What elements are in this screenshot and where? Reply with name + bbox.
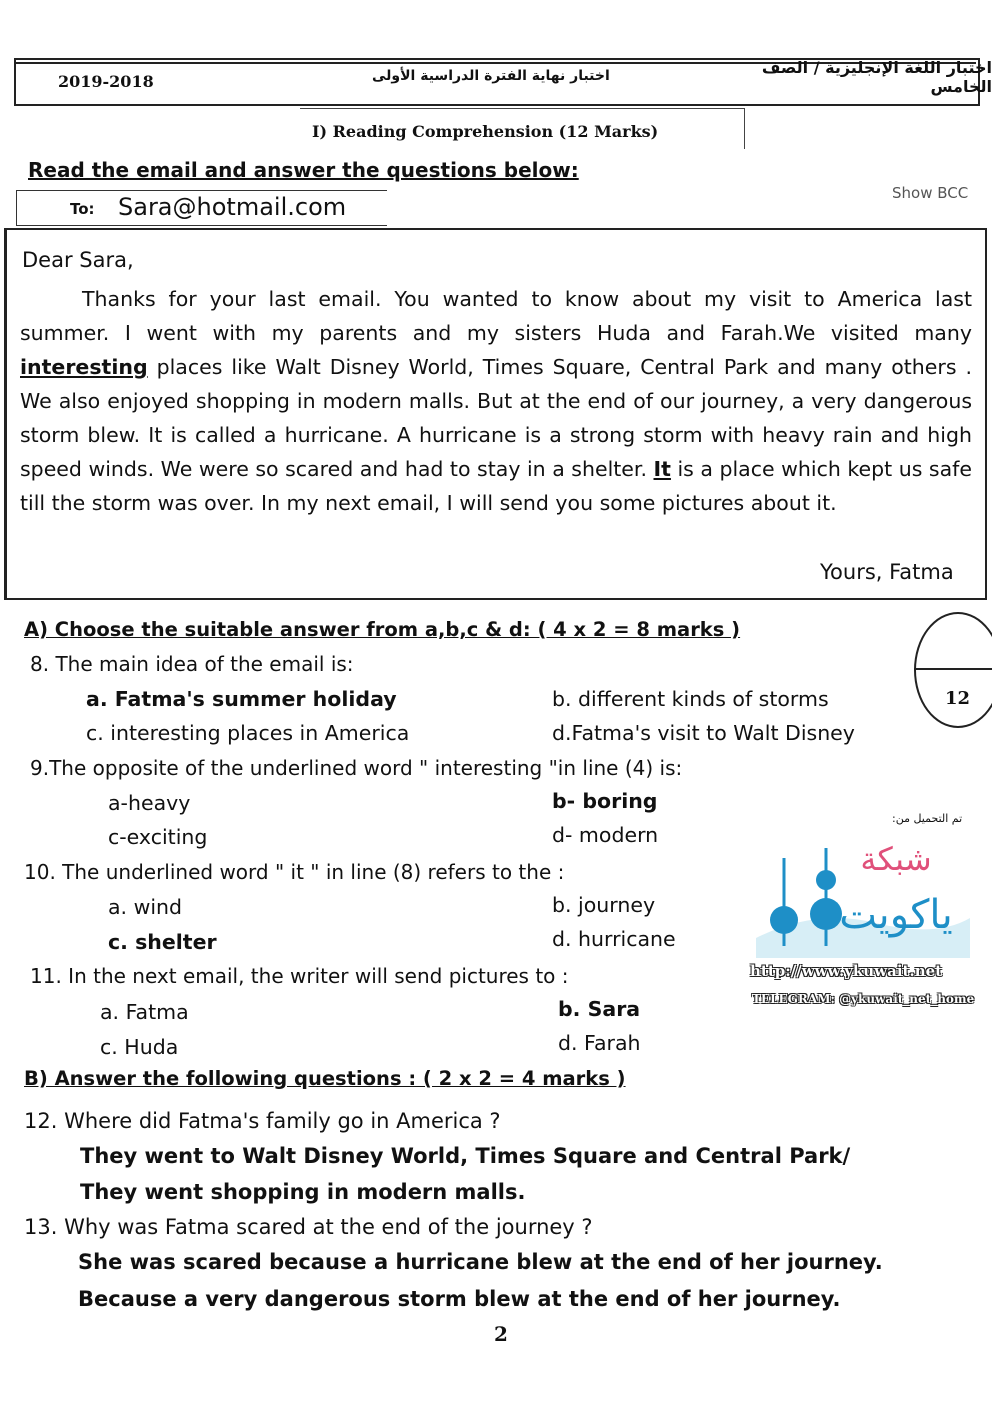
body-part-1: Thanks for your last email. You wanted to know about my visit to America last summer. I went with my parents and my sisters Huda and Farah.We visited many (20, 287, 972, 345)
q9-option-d: d- modern (552, 823, 659, 847)
q8-option-c: c. interesting places in America (86, 721, 410, 745)
q10-option-d: d. hurricane (552, 927, 676, 951)
section-title: I) Reading Comprehension (12 Marks) (312, 122, 659, 141)
section-a-title: A) Choose the suitable answer from a,b,c & d: ( 4 x 2 = 8 marks ) (24, 618, 741, 641)
question-10: 10. The underlined word " it " in line (8) refers to the : (24, 860, 565, 884)
watermark-brand-line-2: ياكويت (839, 892, 953, 938)
underlined-it: It (653, 457, 671, 481)
q9-option-b: b- boring (552, 789, 658, 813)
to-label: To: (70, 200, 95, 218)
q8-option-d: d.Fatma's visit to Walt Disney (552, 721, 855, 745)
watermark-telegram: TELEGRAM: @ykuwait_net_home (752, 992, 975, 1006)
q8-option-a: a. Fatma's summer holiday (86, 687, 397, 711)
page-number: 2 (494, 1322, 508, 1346)
q10-option-c: c. shelter (108, 930, 217, 954)
question-8: 8. The main idea of the email is: (30, 652, 354, 676)
score-divider (914, 668, 992, 670)
subject-title-arabic: اختبار اللغة الإنجليزية / الصف الخامس (761, 58, 992, 96)
q11-option-c: c. Huda (100, 1035, 179, 1059)
q11-option-a: a. Fatma (100, 1000, 189, 1024)
q8-option-b: b. different kinds of storms (552, 687, 829, 711)
section-b-title: B) Answer the following questions : ( 2 x 2 = 4 marks ) (24, 1067, 626, 1090)
school-year: 2019-2018 (58, 72, 154, 91)
q10-option-b: b. journey (552, 893, 656, 917)
question-9: 9.The opposite of the underlined word " interesting "in line (4) is: (30, 756, 683, 780)
question-12: 12. Where did Fatma's family go in America ? (24, 1109, 501, 1133)
email-signature: Yours, Fatma (820, 560, 954, 584)
answer-13-line-2: Because a very dangerous storm blew at the end of her journey. (78, 1287, 841, 1311)
q11-option-d: d. Farah (558, 1031, 641, 1055)
watermark-brand-line-1: شبكة (860, 840, 932, 878)
watermark-download-from: تم التحميل من: (892, 812, 963, 825)
instruction: Read the email and answer the questions below: (28, 158, 579, 182)
answer-13-line-1: She was scared because a hurricane blew at the end of her journey. (78, 1250, 883, 1274)
answer-12-line-1: They went to Walt Disney World, Times Square and Central Park/ (80, 1144, 851, 1168)
question-11: 11. In the next email, the writer will send pictures to : (30, 964, 569, 988)
underlined-interesting: interesting (20, 355, 148, 379)
show-bcc: Show BCC (892, 184, 969, 202)
to-address: Sara@hotmail.com (118, 193, 347, 221)
q9-option-c: c-exciting (108, 825, 208, 849)
body-part-3: is a place which kept us safe till the storm was over. In my next email, I will send you some pictures about it. (20, 457, 972, 515)
exam-title-arabic: اختبار نهاية الفترة الدراسية الأولى (372, 68, 610, 84)
watermark-url: http://www.ykuwait.net (750, 962, 943, 980)
q10-option-a: a. wind (108, 895, 183, 919)
score-oval (914, 612, 992, 728)
watermark-logo-icon (756, 828, 970, 958)
body-part-2: places like Walt Disney World, Times Square, Central Park and many others . We also enjoyed shopping in modern malls. But at the end of our journey, a very dangerous storm blew. It is called a hurricane. A hurricane is a strong storm with heavy rain and high speed winds. We were so scared and had to stay in a shelter. (20, 355, 972, 481)
q11-option-b: b. Sara (558, 997, 641, 1021)
score-total: 12 (945, 688, 971, 709)
q9-option-a: a-heavy (108, 791, 191, 815)
email-greeting: Dear Sara, (22, 248, 134, 272)
answer-12-line-2: They went shopping in modern malls. (80, 1180, 526, 1204)
email-body (20, 282, 972, 520)
question-13: 13. Why was Fatma scared at the end of the journey ? (24, 1215, 593, 1239)
